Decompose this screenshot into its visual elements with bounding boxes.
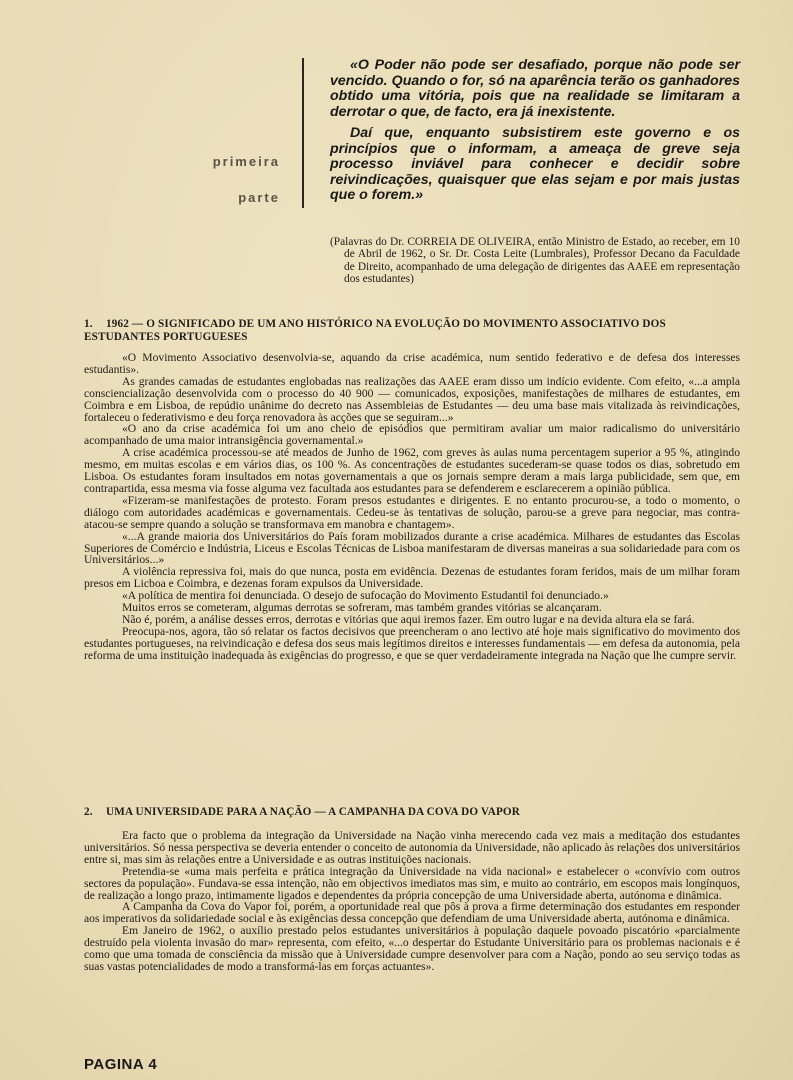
part-label-parte: parte bbox=[238, 190, 280, 205]
page-number: PAGINA 4 bbox=[84, 1056, 158, 1073]
section-1-paragraph: As grandes camadas de estudantes englobadas nas realizações das AAEE eram disso um indício evidente. Com efeito, «...a ampla consciencialização desenvolvida com o processo do 40 900 — comunicados, exposições, manifestações de milhares de estudantes, em Coimbra e em Lisboa, de repúdio unânime do decreto nas Assembleias de Estudantes — deu uma base mais vitalizada às reivindicações, fortaleceu o federativismo e deu força renovadora às acções que se seguiram...» bbox=[84, 374, 740, 424]
section-1-title: 1962 — O SIGNIFICADO DE UM ANO HISTÓRICO NA EVOLUÇÃO DO MOVIMENTO ASSOCIATIVO DOS ESTUDANTES PORTUGUESES bbox=[84, 318, 666, 343]
section-1-paragraph: A violência repressiva foi, mais do que nunca, posta em evidência. Dezenas de estudantes foram feridos, mais de um milhar foram presos em Licboa e Coimbra, e dezenas foram expulsos da Universidade. bbox=[84, 565, 740, 591]
part-label-primeira: primeira bbox=[212, 154, 280, 169]
section-1-paragraph: «O ano da crise académica foi um ano cheio de episódios que permitiram avaliar um maior radicalismo do universitário acompanhado de uma maior intransigência governamental.» bbox=[84, 422, 740, 448]
section-2-body bbox=[84, 830, 740, 973]
section-2-paragraph: Era facto que o problema da integração da Universidade na Nação vinha merecendo cada vez mais a meditação dos estudantes universitários. Só nessa perspectiva se deveria entender o conceito de autonomia da Universidade, não aplicado às relações dos universitários entre si, mas sim às relações entre a Universidade e as outras instituições nacionais. bbox=[84, 829, 740, 866]
epigraph-quote bbox=[330, 58, 740, 210]
section-1-paragraph: Muitos erros se cometeram, algumas derrotas se sofreram, mas também grandes vitórias se alcançaram. bbox=[122, 601, 602, 615]
vertical-divider bbox=[302, 58, 304, 208]
section-2-paragraph: Em Janeiro de 1962, o auxílio prestado pelos estudantes universitários à população daquele povoado piscatório «parcialmente destruído pela violenta invasão do mar» representa, com efeito, «...o despertar do Estudante Universitário para os problemas nacionais e é como que uma tomada de consciência da missão que à Universidade cumpre desenvolver para com a Nação, pondo ao seu serviço todas as suas vastas potencialidades de modo a transformá-las em forças actuantes». bbox=[84, 924, 740, 973]
section-1-paragraph: Preocupa-nos, agora, tão só relatar os factos decisivos que preencheram o ano lectivo até hoje mais significativo do movimento dos estudantes portugueses, na reivindicação e defesa dos seus mais legítimos direitos e interesses fundamentais — em defesa da autonomia, pela reforma de uma instituição inadequada às exigências do progresso, e que se quer verdadeiramente integrada na Nação que lhe cumpre servir. bbox=[84, 624, 740, 662]
section-2-paragraph: Pretendia-se «uma mais perfeita e prática integração da Universidade na vida nacional» e estabelecer o «convívio com outros sectores da população». Fundava-se essa intenção, não em objectivos imediatos mas sim, e muito ao contrário, em escopos mais longínquos, de realização a longo prazo, intimamente ligados e dependentes da própria concepção de uma Universidade aberta, autónoma e dinâmica. bbox=[84, 864, 740, 902]
quote-paragraph-2: Daí que, enquanto subsistirem este governo e os princípios que o informam, a ameaça de greve seja processo inviável para conhecer e decidir sobre reivindicações, quaisquer que elas sejam e por mais justas que o forem.» bbox=[330, 125, 740, 203]
section-1-paragraph: A crise académica processou-se até meados de Junho de 1962, com greves às aulas numa percentagem superior a 95 %, atingindo mesmo, em muitas escolas e em vários dias, os 100 %. As concentrações de estudantes sucederam-se quase todos os dias, sobretudo em Lisboa. Os estudantes foram insultados em notas governamentais a que os jornais sempre deram a mais larga publicidade, sem que, em contrapartida, essa mesma via fosse alguma vez facultada aos estudantes para se defenderem e esclarecerem a opinião pública. bbox=[84, 446, 740, 495]
quote-paragraph-1: «O Poder não pode ser desafiado, porque não pode ser vencido. Quando o for, só na aparência terão os ganhadores obtido uma vitória, pois que na realidade se limitaram a derrotar o que, de facto, era já inexistente. bbox=[330, 57, 740, 120]
quote-attribution-text: (Palavras do Dr. CORREIA DE OLIVEIRA, então Ministro de Estado, ao receber, em 10 de Abril de 1962, o Sr. Dr. Costa Leite (Lumbrales), Professor Decano da Faculdade de Direito, acompanhado de uma delegação de dirigentes das AAEE em representação dos estudantes) bbox=[330, 236, 740, 286]
section-1-paragraph: Não é, porém, a análise desses erros, derrotas e vitórias que aqui iremos fazer. Em outro lugar e na devida altura ela se fará. bbox=[122, 612, 695, 626]
section-2-number: 2. bbox=[84, 806, 93, 818]
section-1-paragraph: «...A grande maioria dos Universitários do País foram mobilizados durante a crise académica. Milhares de estudantes das Escolas Superiores de Comércio e Indústria, Liceus e Escolas Técnicas de Lisboa manifestaram de diversas maneiras a sua solidariedade para com os Universitários...» bbox=[84, 529, 740, 567]
quote-attribution bbox=[330, 236, 740, 286]
section-1-paragraph: «Fizeram-se manifestações de protesto. Foram presos estudantes e dirigentes. E no entanto procurou-se, a todo o momento, o diálogo com autoridades académicas e governamentais. Cedeu-se às tentativas de solução, parou-se a greve para negociar, mas contra-atacou-se sempre quando a solução se transformava em manobra e chantagem». bbox=[84, 493, 740, 531]
section-1-heading bbox=[84, 318, 740, 343]
section-2-title: UMA UNIVERSIDADE PARA A NAÇÃO — A CAMPANHA DA COVA DO VAPOR bbox=[106, 806, 521, 818]
section-2-paragraph: A Campanha da Cova do Vapor foi, porém, a oportunidade real que pôs à prova a firme determinação dos estudantes em responder aos imperativos da solidariedade social e às exigências dessa concepção que defendiam de uma Universidade aberta, autónoma e dinâmica. bbox=[84, 900, 740, 926]
section-1-body bbox=[84, 352, 740, 662]
section-2-heading bbox=[84, 806, 740, 819]
section-1-number: 1. bbox=[84, 318, 93, 330]
section-1-paragraph: «A política de mentira foi denunciada. O desejo de sufocação do Movimento Estudantil foi denunciado.» bbox=[122, 589, 609, 603]
section-1-paragraph: «O Movimento Associativo desenvolvia-se, aquando da crise académica, num sentido federativo e de defesa dos interesses estudantis». bbox=[84, 351, 740, 376]
